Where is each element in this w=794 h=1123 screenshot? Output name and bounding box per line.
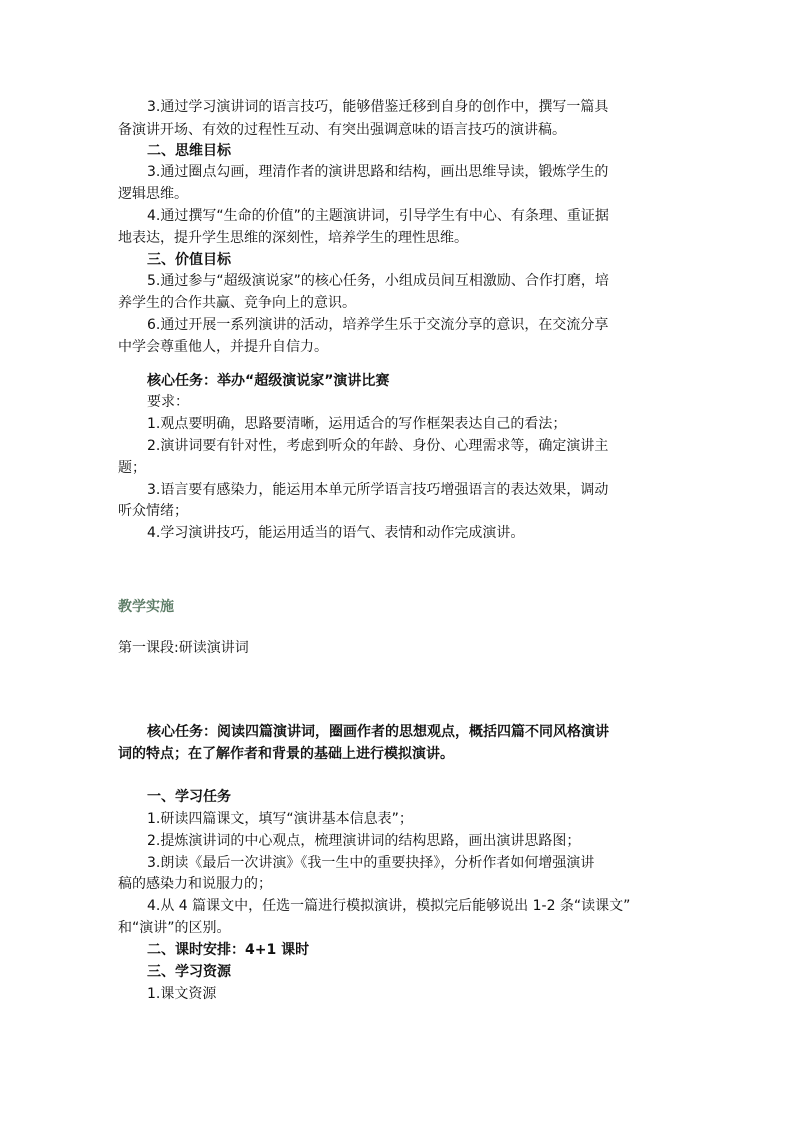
learning-task-3-line2: 稿的感染力和说服力的； xyxy=(118,876,272,892)
requirement-4: 4.学习演讲技巧，能运用适当的语气、表情和动作完成演讲。 xyxy=(147,525,525,541)
goal-4-line2: 地表达，提升学生思维的深刻性，培养学生的理性思维。 xyxy=(118,230,468,246)
requirement-2-line2: 题； xyxy=(118,460,146,476)
learning-task-4-line2: 和“演讲”的区别。 xyxy=(118,920,231,936)
requirement-3-line2: 听众情绪； xyxy=(118,503,188,519)
heading-thinking-goals: 二、思维目标 xyxy=(147,143,231,159)
resource-1: 1.课文资源 xyxy=(147,986,217,1002)
goal-3-language-line1: 3.通过学习演讲词的语言技巧，能够借鉴迁移到自身的创作中，撰写一篇具 xyxy=(147,99,609,115)
goal-6-line1: 6.通过开展一系列演讲的活动，培养学生乐于交流分享的意识，在交流分享 xyxy=(147,317,609,333)
section-heading-implementation: 教学实施 xyxy=(118,599,174,615)
heading-learning-resources: 三、学习资源 xyxy=(147,964,231,980)
heading-class-hours: 二、课时安排：4+1 课时 xyxy=(147,942,310,958)
heading-learning-tasks: 一、学习任务 xyxy=(147,789,231,805)
goal-5-line2: 养学生的合作共赢、竞争向上的意识。 xyxy=(118,295,356,311)
requirement-2-line1: 2.演讲词要有针对性，考虑到听众的年龄、身份、心理需求等，确定演讲主 xyxy=(147,438,609,454)
learning-task-3-line1: 3.朗读《最后一次讲演》《我一生中的重要抉择》，分析作者如何增强演讲 xyxy=(147,855,595,871)
goal-5-line1: 5.通过参与“超级演说家”的核心任务，小组成员间互相激励、合作打磨，培 xyxy=(147,273,609,289)
learning-task-4-line1: 4.从 4 篇课文中，任选一篇进行模拟演讲，模拟完后能够说出 1-2 条“读课文” xyxy=(147,898,631,914)
goal-6-line2: 中学会尊重他人，并提升自信力。 xyxy=(118,339,328,355)
goal-3-thinking-line1: 3.通过圈点勾画，理清作者的演讲思路和结构，画出思维导读，锻炼学生的 xyxy=(147,164,609,180)
goal-4-line1: 4.通过撰写“生命的价值”的主题演讲词，引导学生有中心、有条理、重证据 xyxy=(147,208,609,224)
learning-task-1: 1.研读四篇课文，填写“演讲基本信息表”； xyxy=(147,811,413,827)
stage-core-task-line1: 核心任务：阅读四篇演讲词，圈画作者的思想观点，概括四篇不同风格演讲 xyxy=(147,724,609,740)
stage-1-title: 第一课段:研读演讲词 xyxy=(118,640,249,656)
learning-task-2: 2.提炼演讲词的中心观点，梳理演讲词的结构思路，画出演讲思路图； xyxy=(147,833,581,849)
heading-value-goals: 三、价值目标 xyxy=(147,252,231,268)
requirement-1: 1.观点要明确，思路要清晰，运用适合的写作框架表达自己的看法； xyxy=(147,416,567,432)
requirements-label: 要求： xyxy=(147,394,189,410)
goal-3-thinking-line2: 逻辑思维。 xyxy=(118,186,188,202)
requirement-3-line1: 3.语言要有感染力，能运用本单元所学语言技巧增强语言的表达效果，调动 xyxy=(147,482,609,498)
goal-3-language-line2: 备演讲开场、有效的过程性互动、有突出强调意味的语言技巧的演讲稿。 xyxy=(118,122,566,138)
core-task-title: 核心任务：举办“超级演说家”演讲比赛 xyxy=(147,373,390,389)
stage-core-task-line2: 词的特点；在了解作者和背景的基础上进行模拟演讲。 xyxy=(118,746,454,762)
